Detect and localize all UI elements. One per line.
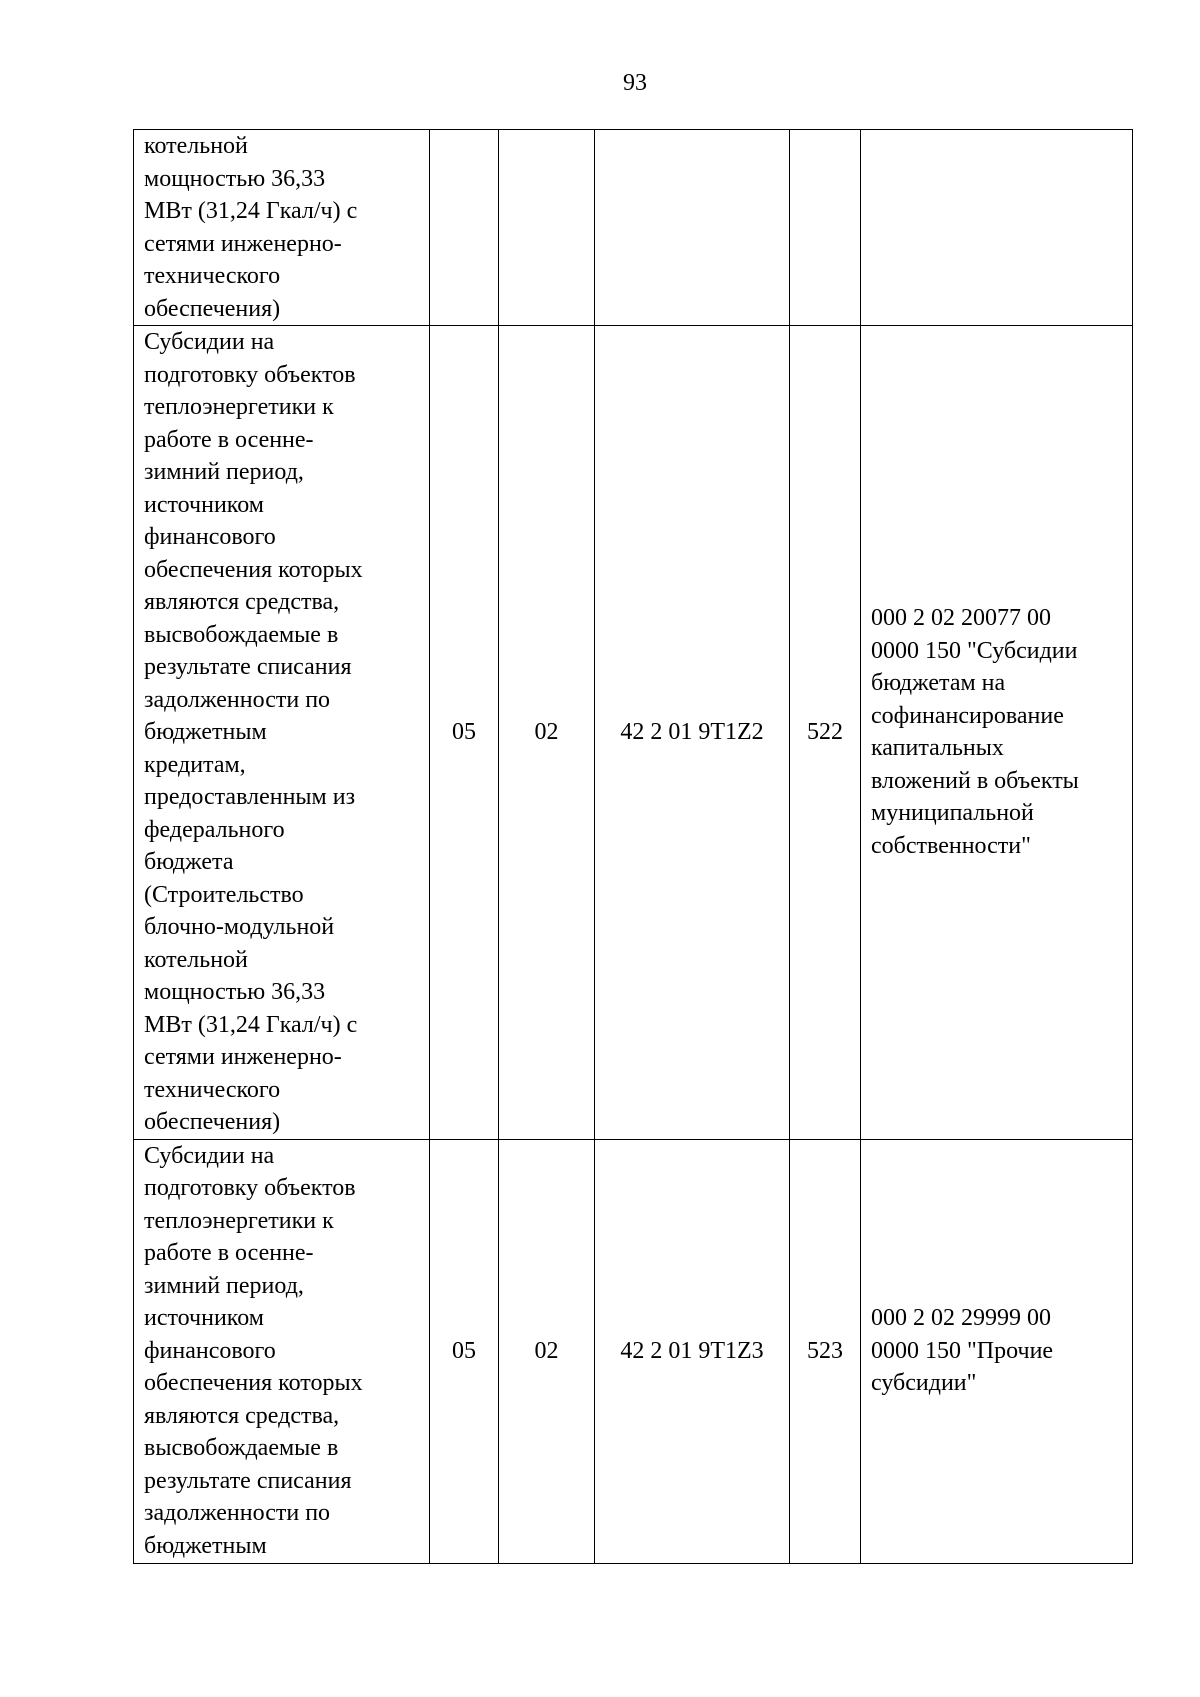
section-cell: 05 <box>430 326 499 1140</box>
subsection-cell: 02 <box>499 1139 595 1563</box>
revenue-code-cell <box>861 130 1133 326</box>
subsection-cell: 02 <box>499 326 595 1140</box>
row-name-cell: котельной мощностью 36,33 МВт (31,24 Гкал/ч) с сетями инженерно- технического обеспечения) <box>134 130 430 326</box>
section-cell <box>430 130 499 326</box>
target-item-cell: 42 2 01 9T1Z3 <box>595 1139 790 1563</box>
budget-table <box>133 129 1133 1564</box>
revenue-code-cell: 000 2 02 29999 00 0000 150 "Прочие субсидии" <box>861 1139 1133 1563</box>
revenue-code-cell: 000 2 02 20077 00 0000 150 "Субсидии бюджетам на софинансирование капитальных вложений в объекты муниципальной собственности" <box>861 326 1133 1140</box>
subsection-cell <box>499 130 595 326</box>
section-cell: 05 <box>430 1139 499 1563</box>
table-row <box>134 130 1133 326</box>
table-row <box>134 1139 1133 1563</box>
expense-type-cell: 522 <box>790 326 861 1140</box>
target-item-cell <box>595 130 790 326</box>
row-name-cell: Субсидии на подготовку объектов теплоэнергетики к работе в осенне- зимний период, источником финансового обеспечения которых являются средства, высвобождаемые в результате списания задолженности по бюджетным кредитам, предоставленным из федерального бюджета (Строительство блочно-модульной котельной мощностью 36,33 МВт (31,24 Гкал/ч) с сетями инженерно- технического обеспечения) <box>134 326 430 1140</box>
expense-type-cell: 523 <box>790 1139 861 1563</box>
row-name-cell: Субсидии на подготовку объектов теплоэнергетики к работе в осенне- зимний период, источником финансового обеспечения которых являются средства, высвобождаемые в результате списания задолженности по бюджетным <box>134 1139 430 1563</box>
expense-type-cell <box>790 130 861 326</box>
table-row <box>134 326 1133 1140</box>
target-item-cell: 42 2 01 9T1Z2 <box>595 326 790 1140</box>
page-number: 93 <box>623 70 647 96</box>
